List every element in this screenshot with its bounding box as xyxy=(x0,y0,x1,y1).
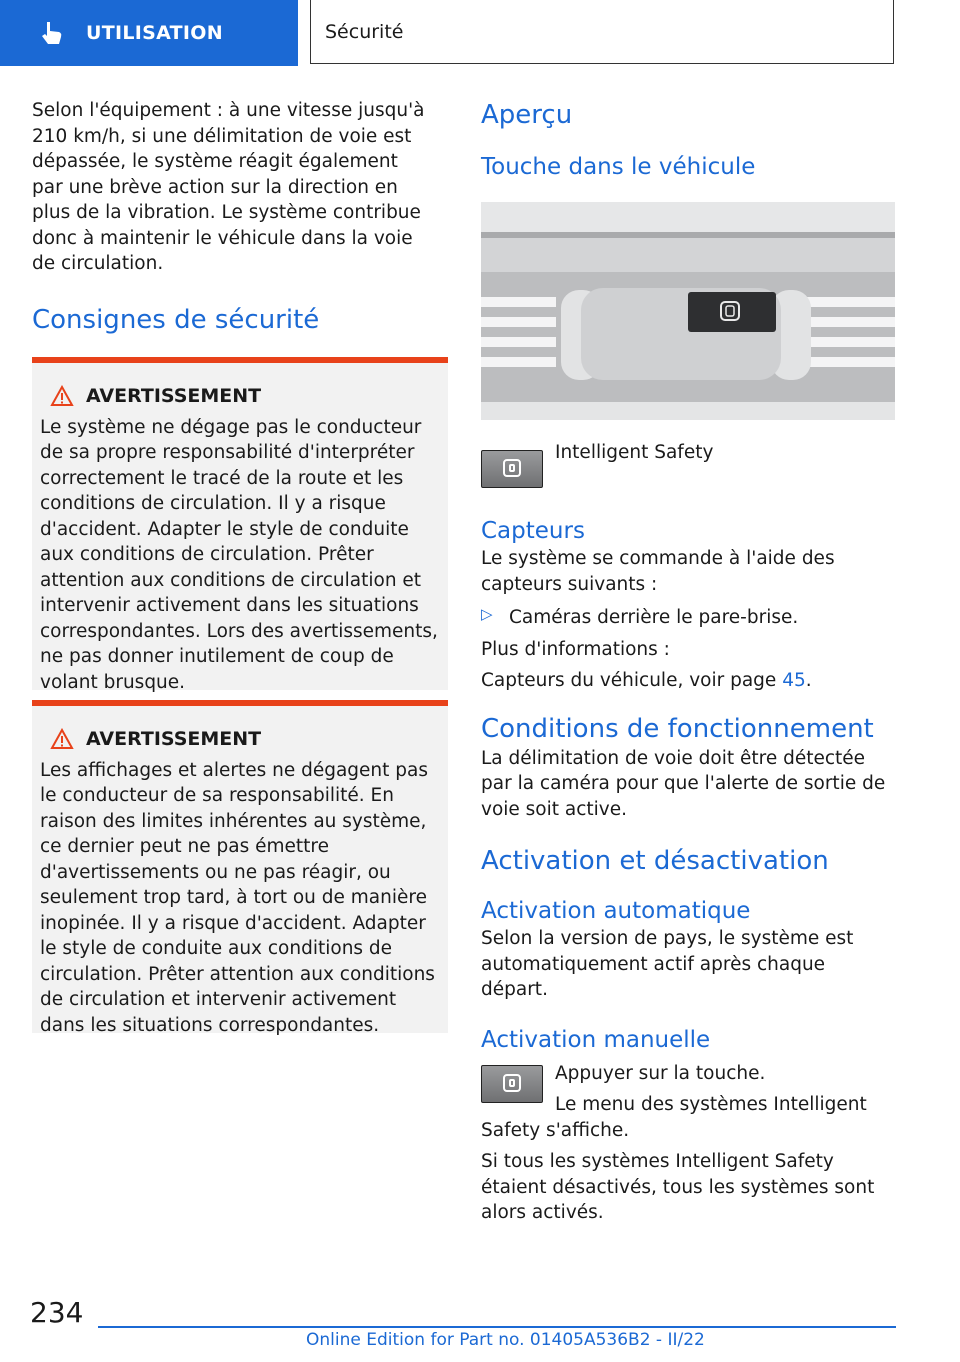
button-caption: Intelligent Safety xyxy=(555,442,714,463)
auto-heading: Activation automatique xyxy=(481,898,751,924)
manual-step-2: Le menu des systèmes Intelligent Safety s'affiche. xyxy=(481,1094,867,1141)
page-title: Sécurité xyxy=(310,0,894,64)
warning-text: Les affichages et alertes ne dégagent pas le conducteur de sa responsabilité. En raison des limites inhérentes au système, ce dernier peut ne pas émettre d'avertissements ou ne pas réagir, ou seulement trop tard, à tort ou de manière inopinée. Il y a risque d'accident. Adapter le style de conduite aux conditions de circulation. Prêter attention aux conditions de circulation et intervenir activement dans les situations correspondantes. xyxy=(40,759,435,1036)
cross-reference-end: . xyxy=(805,670,812,691)
intelligent-safety-button-image xyxy=(481,1065,543,1103)
dashboard-illustration xyxy=(481,202,895,420)
warning-box xyxy=(32,357,448,693)
manual-step-block xyxy=(481,1061,895,1144)
section-tab xyxy=(0,0,298,66)
footer-rule xyxy=(98,1326,896,1328)
sensors-text: Le système se commande à l'aide des capteurs suivants : xyxy=(481,548,835,595)
cross-reference xyxy=(481,668,895,694)
page-number: 234 xyxy=(30,1296,84,1329)
warning-header xyxy=(50,385,438,407)
activation-heading: Activation et désactivation xyxy=(481,846,829,876)
bullet-triangle-icon: ▷ xyxy=(481,605,493,623)
manual-text: Si tous les systèmes Intelligent Safety étaient désactivés, tous les systèmes sont alors activés. xyxy=(481,1151,875,1223)
left-column xyxy=(32,98,448,1036)
button-heading: Touche dans le véhicule xyxy=(481,154,756,180)
car-shield-icon xyxy=(503,1074,521,1092)
manual-step-1: Appuyer sur la touche. xyxy=(555,1062,766,1084)
warning-triangle-icon xyxy=(50,728,74,750)
car-shield-icon xyxy=(503,459,521,477)
auto-text: Selon la version de pays, le système est automatiquement actif après chaque départ. xyxy=(481,928,854,1000)
list-item xyxy=(481,605,895,631)
conditions-heading: Conditions de fonctionnement xyxy=(481,713,874,744)
intelligent-safety-button-image xyxy=(481,450,543,488)
dashboard-photo xyxy=(481,202,895,420)
edition-text: Online Edition for Part no. 01405A536B2 - II/22 xyxy=(306,1330,705,1350)
warning-text: Le système ne dégage pas le conducteur de sa propre responsabilité d'interpréter correctement le tracé de la route et les conditions de circulation. Il y a risque d'accident. Adapter le style de conduite aux conditions de circulation. Prêter attention aux conditions de circulation et intervenir activement dans les situations correspondantes. Lors des avertissements, ne pas donner inutilement de coup de volant brusque. xyxy=(40,416,438,693)
sensors-heading: Capteurs xyxy=(481,518,585,544)
warning-title: AVERTISSEMENT xyxy=(86,384,262,407)
warning-box xyxy=(32,700,448,1036)
right-column xyxy=(481,98,895,1226)
bullet-text: Caméras derrière le pare-brise. xyxy=(509,607,799,628)
warning-title: AVERTISSEMENT xyxy=(86,727,262,750)
warning-header xyxy=(50,728,438,750)
warning-triangle-icon xyxy=(50,385,74,407)
button-row xyxy=(481,440,895,488)
safety-heading: Consignes de sécurité xyxy=(32,304,320,335)
intro-paragraph: Selon l'équipement : à une vitesse jusqu'à 210 km/h, si une délimitation de voie est dépassée, le système réagit également par une brève action sur la direction en plus de la vibration. Le système contribue donc à maintenir le véhicule dans la voie de circulation. xyxy=(32,100,425,274)
hand-pointer-icon xyxy=(38,19,66,47)
overview-heading: Aperçu xyxy=(481,100,573,130)
page-link[interactable]: 45 xyxy=(782,670,806,691)
section-label: UTILISATION xyxy=(86,22,223,44)
manual-heading: Activation manuelle xyxy=(481,1026,711,1053)
cross-reference-text: Capteurs du véhicule, voir page xyxy=(481,670,783,691)
more-info: Plus d'informations : xyxy=(481,638,670,660)
conditions-text: La délimitation de voie doit être détectée par la caméra pour que l'alerte de sortie de voie soit active. xyxy=(481,747,886,820)
page-header xyxy=(0,0,960,66)
